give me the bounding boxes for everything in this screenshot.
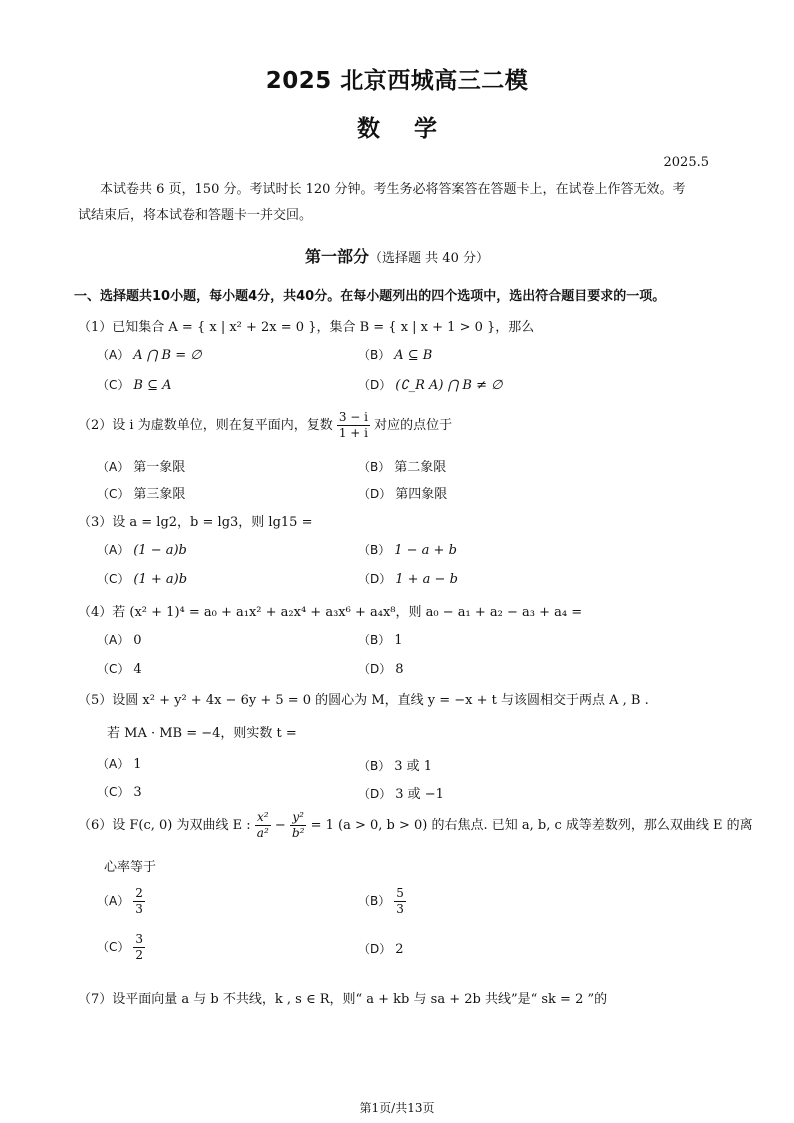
question-6-stem — [78, 810, 753, 841]
option-label: （D） — [358, 487, 392, 501]
option-text: (∁_R A) ⋂ B ≠ ∅ — [395, 378, 503, 393]
option-text: 第一象限 — [133, 460, 186, 475]
option-label: （A） — [97, 460, 130, 474]
option-label: （C） — [97, 378, 130, 392]
question-3-option-b — [358, 541, 457, 558]
option-label: （C） — [97, 662, 130, 676]
question-4-stem: （4）若 (x² + 1)⁴ = a₀ + a₁x² + a₂x⁴ + a₃x⁶ + a₄x⁸，则 a₀ − a₁ + a₂ − a₃ + a₄ = — [78, 605, 583, 620]
question-5-stem: （5）设圆 x² + y² + 4x − 6y + 5 = 0 的圆心为 M，直线 y = −x + t 与该圆相交于两点 A , B . — [78, 693, 649, 708]
question-3-stem: （3）设 a = lg2，b = lg3，则 lg15 = — [78, 515, 313, 530]
option-label: （B） — [358, 894, 391, 908]
question-6-option-b — [358, 886, 406, 917]
option-text: 0 — [133, 633, 142, 648]
fraction-denominator: 3 — [396, 902, 404, 916]
option-fraction — [133, 886, 145, 917]
option-text: 1 — [394, 633, 403, 648]
fraction-denominator: 2 — [135, 948, 144, 962]
fraction-numerator: 3 — [135, 932, 144, 946]
minus-sign: − — [274, 818, 286, 833]
question-6-stem-pre: （6）设 F(c, 0) 为双曲线 E : — [78, 818, 251, 833]
option-text: 1 − a + b — [394, 543, 457, 558]
question-2-option-b — [358, 456, 446, 475]
question-1-stem: （1）已知集合 A = { x | x² + 2x = 0 }，集合 B = { x | x + 1 > 0 }，那么 — [78, 320, 535, 335]
option-text: 第四象限 — [395, 487, 448, 502]
fraction-numerator: x² — [255, 810, 271, 826]
option-label: （A） — [97, 348, 130, 362]
option-label: （D） — [358, 378, 392, 392]
option-text: 1 — [133, 757, 142, 772]
option-text: B ⊆ A — [133, 378, 172, 393]
part-heading — [0, 244, 794, 267]
option-label: （D） — [358, 942, 392, 956]
question-2-stem-post: 对应的点位于 — [374, 418, 453, 433]
option-text: 3 — [133, 785, 142, 800]
fraction-denominator: 1 + i — [338, 426, 368, 440]
question-2-stem-pre: （2）设 i 为虚数单位，则在复平面内，复数 — [78, 418, 333, 433]
question-3-option-a — [97, 541, 187, 558]
question-3-option-d — [358, 570, 458, 587]
question-2-stem — [78, 410, 452, 441]
option-label: （B） — [358, 460, 391, 474]
option-text: 第二象限 — [394, 460, 447, 475]
option-text: A ⋂ B = ∅ — [133, 348, 202, 363]
question-5-stem-2: 若 MA · MB = −4，则实数 t = — [107, 726, 297, 741]
fraction-numerator: 2 — [135, 886, 143, 900]
option-label: （B） — [358, 759, 391, 773]
option-label: （D） — [358, 572, 392, 586]
question-6-option-d — [358, 940, 404, 957]
option-text: 1 + a − b — [395, 572, 458, 587]
exam-title: 2025 北京西城高三二模 — [265, 68, 529, 94]
option-label: （B） — [358, 348, 391, 362]
option-text: 2 — [395, 942, 404, 957]
section-heading: 一、选择题共10小题，每小题4分，共40分。在每小题列出的四个选项中，选出符合题目要求的一项。 — [74, 289, 666, 304]
fraction-numerator: 3 − i — [338, 410, 368, 424]
option-label: （A） — [97, 894, 130, 908]
option-text: 8 — [395, 662, 404, 677]
question-4-option-b — [358, 631, 403, 648]
question-2-option-d — [358, 483, 447, 502]
question-5-option-a — [97, 755, 142, 772]
option-text: 第三象限 — [133, 487, 186, 502]
part-title: 第一部分 — [305, 247, 370, 266]
question-4-option-c — [97, 660, 142, 677]
instructions-line-1: 本试卷共 6 页，150 分。考试时长 120 分钟。考生务必将答案答在答题卡上，在试卷上作答无效。考 — [100, 182, 686, 197]
option-label: （B） — [358, 543, 391, 557]
option-fraction — [394, 886, 406, 917]
option-text: (1 + a)b — [133, 572, 188, 587]
question-6-fraction-x — [255, 810, 271, 841]
page-number: 第1页/共13页 — [359, 1101, 435, 1115]
question-2-option-a — [97, 456, 185, 475]
question-6-stem-2: 心率等于 — [104, 860, 157, 875]
option-text: (1 − a)b — [133, 543, 187, 558]
option-fraction — [133, 932, 145, 963]
fraction-denominator: a² — [256, 826, 269, 840]
question-7-stem: （7）设平面向量 a 与 b 不共线，k , s ∈ R，则“ a + kb 与 sa + 2b 共线”是“ sk = 2 ”的 — [78, 992, 608, 1007]
question-5-option-c — [97, 783, 142, 800]
question-4-option-a — [97, 631, 142, 648]
question-2-fraction — [337, 410, 370, 441]
option-label: （C） — [97, 940, 130, 954]
question-6-stem-post: = 1 (a > 0, b > 0) 的右焦点. 已知 a, b, c 成等差数列，那么双曲线 E 的离 — [310, 818, 753, 833]
fraction-denominator: b² — [291, 826, 305, 840]
part-note: （选择题 共 40 分） — [369, 251, 489, 266]
option-label: （C） — [97, 487, 130, 501]
option-label: （C） — [97, 572, 130, 586]
question-1-option-d — [358, 376, 502, 393]
question-2-option-c — [97, 483, 185, 502]
option-label: （A） — [97, 757, 130, 771]
fraction-numerator: y² — [290, 810, 307, 826]
option-text: A ⊆ B — [394, 348, 433, 363]
question-3-option-c — [97, 570, 187, 587]
exam-subject: 数学 — [357, 116, 471, 142]
question-4-option-d — [358, 660, 404, 677]
question-5-option-b — [358, 755, 432, 774]
question-1-option-c — [97, 376, 172, 393]
option-label: （D） — [358, 787, 392, 801]
option-text: 4 — [133, 662, 142, 677]
question-5-option-d — [358, 783, 444, 802]
instructions-line-2: 试结束后，将本试卷和答题卡一并交回。 — [78, 208, 313, 223]
exam-date: 2025.5 — [663, 155, 709, 170]
option-label: （D） — [358, 662, 392, 676]
question-6-option-a — [97, 886, 145, 917]
option-label: （A） — [97, 543, 130, 557]
option-label: （A） — [97, 633, 130, 647]
fraction-denominator: 3 — [135, 902, 143, 916]
question-1-option-a — [97, 346, 202, 363]
page-footer — [0, 1099, 794, 1116]
question-1-option-b — [358, 346, 432, 363]
option-label: （B） — [358, 633, 391, 647]
option-text: 3 或 1 — [394, 759, 433, 774]
option-label: （C） — [97, 785, 130, 799]
question-6-option-c — [97, 932, 145, 963]
question-6-fraction-y — [290, 810, 307, 841]
option-text: 3 或 −1 — [395, 787, 444, 802]
fraction-numerator: 5 — [396, 886, 404, 900]
